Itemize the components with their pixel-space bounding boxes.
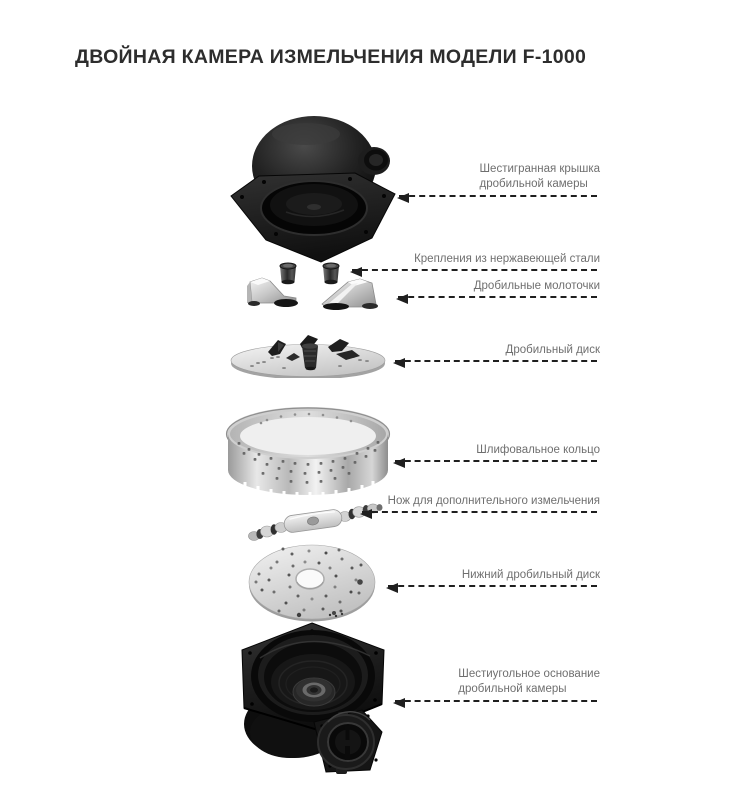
arrowhead-icon <box>396 294 408 304</box>
arrowhead-icon <box>393 358 405 368</box>
lower-disc-drawing <box>246 541 380 625</box>
label-hex-base <box>458 667 600 697</box>
label-line: дробильной камеры <box>479 178 588 190</box>
callout-arrow-lower-disc <box>388 585 597 587</box>
label-hex-lid <box>480 162 600 192</box>
label-line: Крепления из нержавеющей стали <box>414 253 600 265</box>
label-upper-disc <box>506 343 600 358</box>
callout-arrow-hex-lid <box>399 195 597 197</box>
label-fasteners <box>414 252 600 267</box>
label-line: Нижний дробильный диск <box>461 569 600 581</box>
label-knife <box>388 494 600 509</box>
upper-disc-illustration <box>228 330 388 378</box>
callout-arrow-hammers <box>398 296 597 298</box>
upper-disc-drawing <box>228 330 388 378</box>
grinding-ring-illustration <box>225 406 391 502</box>
label-line: Шестиугольное основание <box>458 668 600 680</box>
arrowhead-icon <box>397 193 409 203</box>
callout-arrow-upper-disc <box>395 360 597 362</box>
hex-base-illustration <box>230 620 400 780</box>
label-line: Дробильные молоточки <box>473 280 600 292</box>
arrowhead-icon <box>393 458 405 468</box>
label-line: Дробильный диск <box>505 344 600 356</box>
arrowhead-icon <box>386 583 398 593</box>
hammers-drawing <box>244 276 384 310</box>
callout-arrow-hex-base <box>395 700 597 702</box>
label-grinding-ring <box>476 443 600 458</box>
lower-disc-illustration <box>246 541 380 625</box>
hammers-illustration <box>244 276 384 310</box>
page-title: ДВОЙНАЯ КАМЕРА ИЗМЕЛЬЧЕНИЯ МОДЕЛИ F-1000 <box>75 46 587 68</box>
arrowhead-icon <box>360 509 372 519</box>
hex-lid-illustration <box>226 112 402 266</box>
callout-arrow-grinding-ring <box>395 460 597 462</box>
arrowhead-icon <box>393 698 405 708</box>
label-line: Шлифовальное кольцо <box>476 444 600 456</box>
hex-base-drawing <box>230 620 400 780</box>
callout-arrow-fasteners <box>352 269 597 271</box>
grinding-ring-drawing <box>225 406 391 502</box>
knife-drawing <box>246 498 386 546</box>
knife-illustration <box>246 498 386 546</box>
label-line: дробильной камеры <box>458 683 567 695</box>
label-hammers <box>474 279 600 294</box>
label-lower-disc <box>462 568 600 583</box>
callout-arrow-knife <box>362 511 597 513</box>
hex-lid-drawing <box>226 112 402 266</box>
arrowhead-icon <box>350 267 362 277</box>
label-line: Нож для дополнительного измельчения <box>387 495 600 507</box>
label-line: Шестигранная крышка <box>479 163 600 175</box>
